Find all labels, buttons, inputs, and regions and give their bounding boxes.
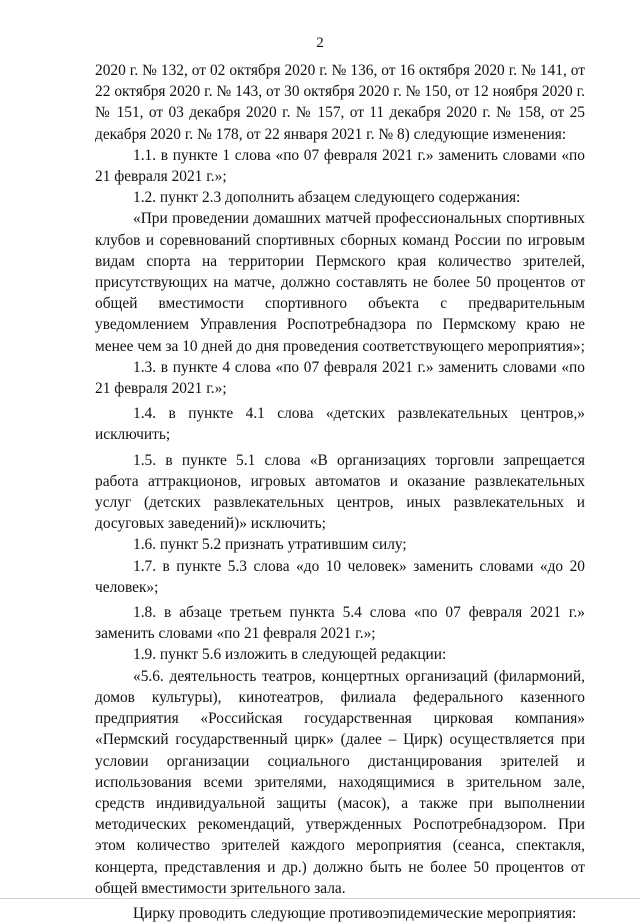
paragraph-continuation: 2020 г. № 132, от 02 октября 2020 г. № 136, от 16 октября 2020 г. № 141, от 22 октября 2020 г. № 143, от 30 октября 2020 г. № 150, от 12 ноября 2020 г. № 151, от 03 декабря 2020 г. № 157, от 11 декабря 2020 г. № 158, от 25 декабря 2020 г. № 178, от 22 января 2021 г. № 8) следующие изменения: [95, 62, 585, 143]
paragraph-quote-5-6: «5.6. деятельность театров, концертных организаций (филармоний, домов культуры), кинотеатров, филиала федерального казенного предприятия «Российская государственная цирковая компания» «Пермский государственный цирк» (далее – Цирк) осуществляется при условии организации социального дистанцирования зрителей и использования всеми зрителями, находящимися в зрительном зале, средств индивидуальной защиты (масок), а также при выполнении методических рекомендаций, утвержденных Роспотребнадзором. При этом количество зрителей каждого мероприятия (сеанса, спектакля, концерта, представления и др.) должно быть не более 50 процентов от общей вместимости зрительного зала. [95, 667, 585, 897]
paragraph-quote-sports: «При проведении домашних матчей профессиональных спортивных клубов и соревнований спортивных сборных команд России по игровым видам спорта на территории Пермского края количество зрителей, присутствующих на матче, должно составлять не более 50 процентов от общей вместимости спортивного объекта с предварительным уведомлением Управления Роспотребнадзора по Пермскому краю не менее чем за 10 дней до дня проведения соответствующего мероприятия»; [95, 210, 585, 355]
paragraph-1-8: 1.8. в абзаце третьем пункта 5.4 слова «по 07 февраля 2021 г.» заменить словами «по 21 февраля 2021 г.»; [95, 604, 585, 643]
paragraph-1-9: 1.9. пункт 5.6 изложить в следующей редакции: [133, 646, 447, 664]
page-number: 2 [316, 35, 324, 51]
paragraph-1-1: 1.1. в пункте 1 слова «по 07 февраля 2021 г.» заменить словами «по 21 февраля 2021 г.»; [95, 146, 585, 186]
paragraph-1-6: 1.6. пункт 5.2 признать утратившим силу; [133, 536, 407, 554]
paragraph-1-4: 1.4. в пункте 4.1 слова «детских развлекательных центров,» исключить; [95, 405, 585, 444]
paragraph-1-5: 1.5. в пункте 5.1 слова «В организациях торговли запрещается работа аттракционов, игровых автоматов и оказание развлекательных услуг (детских развлекательных центров, иных развлекательных и досуговых заведений)» исключить; [95, 451, 585, 533]
paragraph-1-7: 1.7. в пункте 5.3 слова «до 10 человек» заменить словами «до 20 человек»; [95, 557, 585, 596]
document-body [95, 60, 585, 924]
page-bottom-rule [0, 898, 640, 899]
paragraph-1-3: 1.3. в пункте 4 слова «по 07 февраля 2021 г.» заменить словами «по 21 февраля 2021 г.»; [95, 358, 585, 398]
paragraph-circus-measures: Цирку проводить следующие противоэпидемические мероприятия: [133, 904, 577, 922]
paragraph-1-2: 1.2. пункт 2.3 дополнить абзацем следующего содержания: [133, 189, 521, 207]
